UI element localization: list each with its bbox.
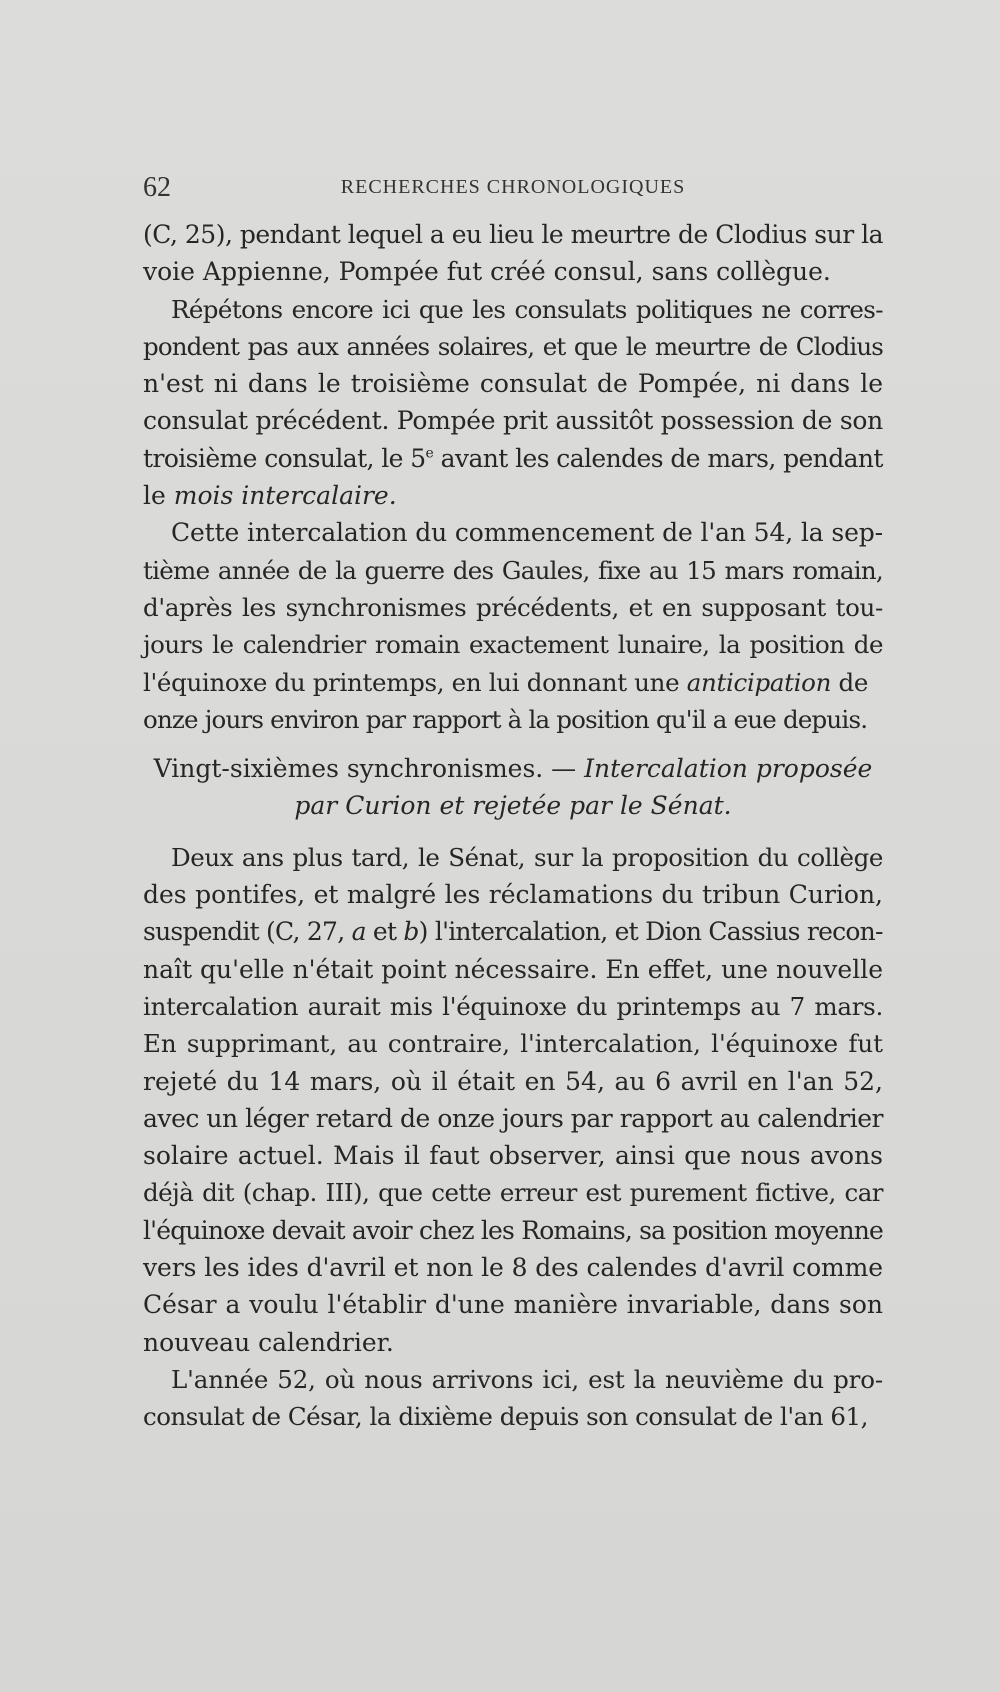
text-line: César a voulu l'établir d'une manière invariable, dans son — [143, 1290, 883, 1320]
paragraph-5 — [143, 1361, 883, 1436]
text-line: consulat précédent. Pompée prit aussitôt possession de son — [143, 406, 883, 436]
text-line: naît qu'elle n'était point nécessaire. En effet, une nouvelle — [143, 954, 883, 984]
text-line: jours le calendrier romain exactement lunaire, la position de — [143, 630, 883, 660]
text-line: des pontifes, et malgré les réclamations du tribun Curion, — [143, 880, 883, 910]
superscript: e — [425, 445, 434, 462]
text-line: vers les ides d'avril et non le 8 des calendes d'avril comme — [143, 1253, 883, 1283]
text-run: troisième consulat, le 5 — [143, 443, 426, 473]
text-line: voie Appienne, Pompée fut créé consul, sans collègue. — [143, 257, 831, 287]
text-line: tième année de la guerre des Gaules, fixe au 15 mars romain, — [143, 555, 883, 585]
paragraph-4 — [143, 839, 883, 1361]
paragraph-3 — [143, 514, 883, 738]
text-line: Deux ans plus tard, le Sénat, sur la proposition du collège — [171, 842, 883, 872]
text-line: solaire actuel. Mais il faut observer, ainsi que nous avons — [143, 1141, 883, 1171]
text-run: et — [365, 917, 404, 947]
text-run: l'équinoxe du printemps, en lui donnant une — [143, 667, 687, 697]
text-run: le — [143, 481, 174, 511]
section-heading — [143, 750, 883, 825]
text-line: L'année 52, où nous arrivons ici, est la neuvième du pro- — [171, 1364, 883, 1394]
text-line — [143, 440, 883, 477]
text-run: de — [831, 667, 869, 697]
text-line: d'après les synchronismes précédents, et en supposant tou- — [143, 592, 883, 622]
text-run: suspendit (C, 27, — [143, 917, 352, 947]
text-run: Vingt-sixièmes synchronismes. — — [153, 754, 585, 784]
text-line: avec un léger retard de onze jours par rapport au calendrier — [143, 1103, 883, 1133]
italic-run: a — [351, 917, 366, 947]
text-line: onze jours environ par rapport à la position qu'il a eue depuis. — [143, 704, 868, 734]
text-line: Répétons encore ici que les consulats politiques ne corres- — [171, 294, 883, 324]
text-line: Cette intercalation du commencement de l'an 54, la sep- — [171, 518, 883, 548]
text-line: (C, 25), pendant lequel a eu lieu le meurtre de Clodius sur la — [143, 220, 883, 249]
text-line: nouveau calendrier. — [143, 1327, 394, 1357]
text-line: En supprimant, au contraire, l'intercalation, l'équinoxe fut — [143, 1029, 883, 1059]
italic-run: Intercalation proposée — [584, 754, 873, 784]
page-number: 62 — [143, 172, 171, 203]
paragraph-2 — [143, 291, 883, 515]
heading-line — [143, 750, 883, 787]
text-line: rejeté du 14 mars, où il était en 54, au 6 avril en l'an 52, — [143, 1066, 883, 1096]
text-line — [143, 913, 883, 950]
running-head — [143, 172, 883, 202]
text-run: ) l'intercalation, et Dion Cassius recon- — [418, 917, 883, 947]
italic-run: anticipation — [686, 667, 832, 697]
text-line: pondent pas aux années solaires, et que le meurtre de Clodius — [143, 331, 883, 361]
text-line: déjà dit (chap. III), que cette erreur est purement fictive, car — [143, 1178, 883, 1208]
text-line: intercalation aurait mis l'équinoxe du printemps au 7 mars. — [143, 991, 883, 1021]
text-line: consulat de César, la dixième depuis son consulat de l'an 61, — [143, 1402, 868, 1432]
text-run: avant les calendes de mars, pendant — [433, 443, 883, 473]
paragraph-1 — [143, 216, 883, 291]
italic-run: mois intercalaire. — [173, 481, 397, 511]
text-line: l'équinoxe devait avoir chez les Romains, sa position moyenne — [143, 1215, 883, 1245]
text-line — [143, 477, 883, 514]
text-line: n'est ni dans le troisième consulat de Pompée, ni dans le — [143, 369, 883, 399]
body-text — [143, 216, 883, 1436]
italic-run: b — [403, 917, 419, 947]
running-title: RECHERCHES CHRONOLOGIQUES — [340, 176, 686, 198]
heading-line: par Curion et rejetée par le Sénat. — [294, 791, 732, 821]
text-line — [143, 664, 883, 701]
